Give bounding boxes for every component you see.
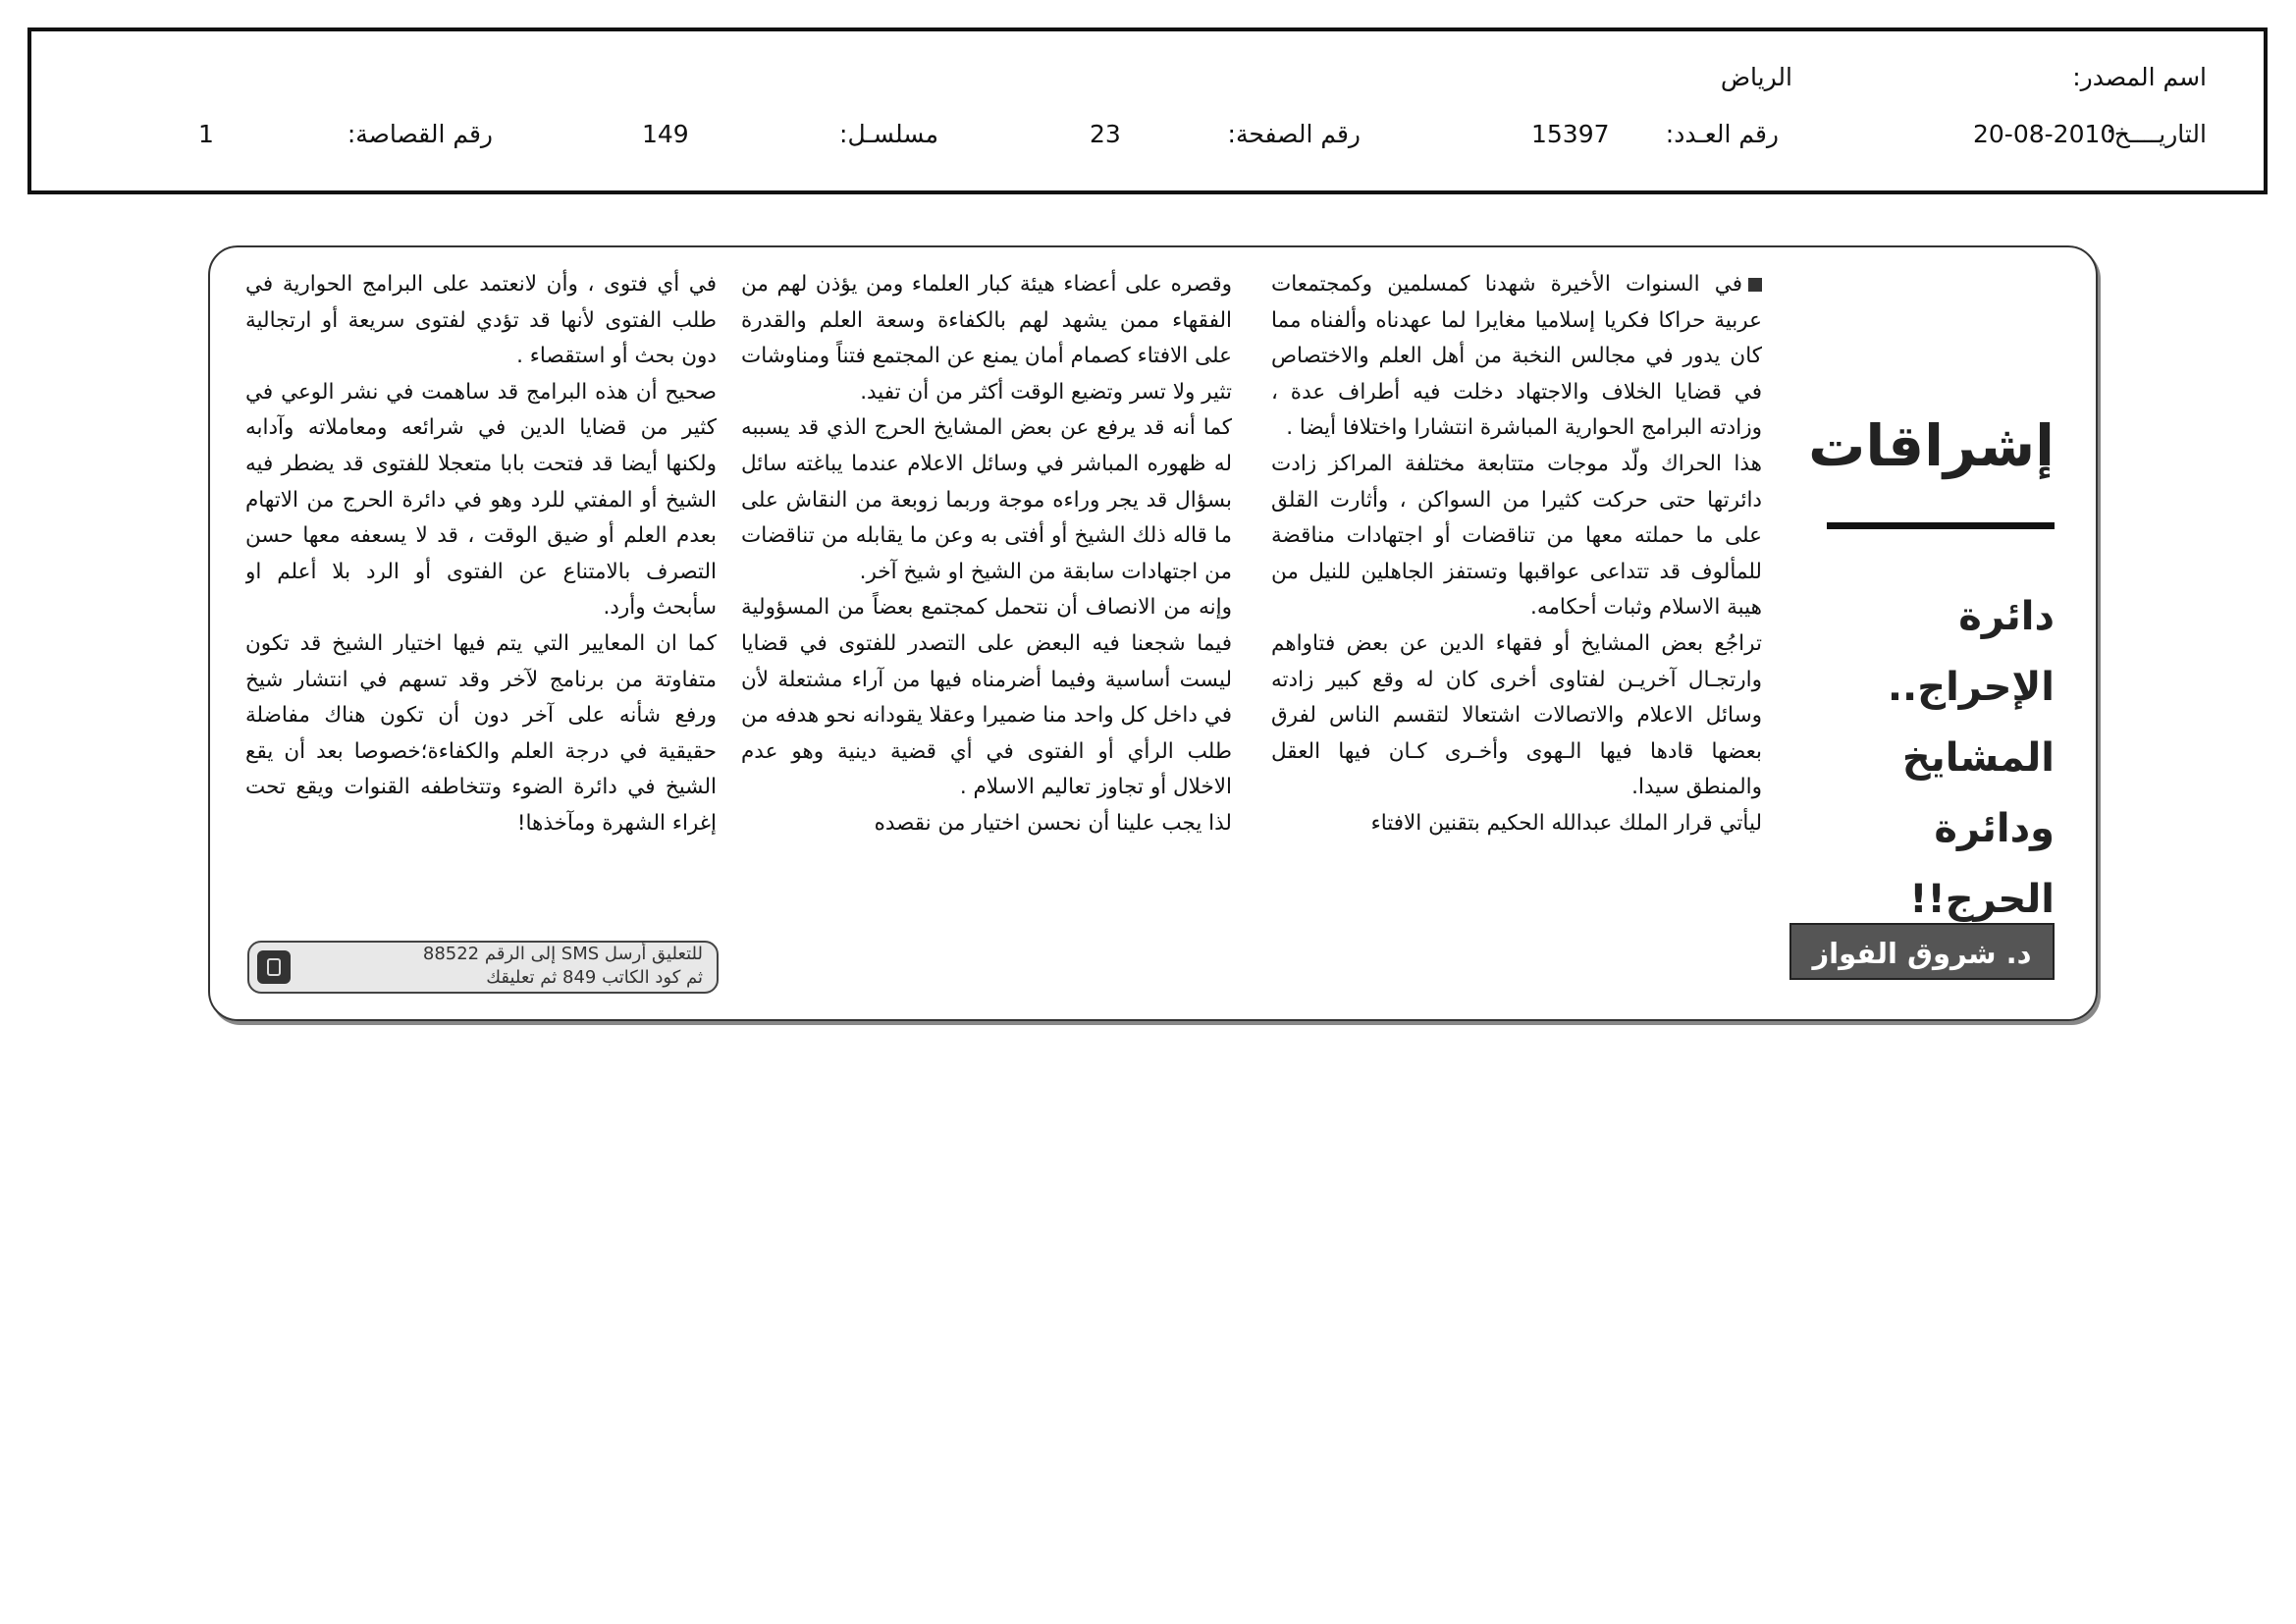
headline-line-3: الحرج!! — [1909, 877, 2055, 922]
paragraph: وإنه من الانصاف أن نتحمل كمجتمع بعضاً من المسؤولية فيما شجعنا فيه البعض على التصدر للفتوى في قضايا ليست أساسية وفيما أضرمناه فيها من آراء مشتعلة لأن في داخل كل واحد منا ضميرا وعقلا يقودانه نحو هدفه من طلب الرأي أو الفتوى في أي قضية دينية وهو عدم الاخلال أو تجاوز تعاليم الاسلام . — [741, 595, 1232, 800]
source-label: اسم المصدر: — [2072, 63, 2207, 91]
paragraph: هذا الحراك ولّد موجات متتابعة مختلفة المراكز زادت دائرتها حتى حركت كثيرا من السواكن ، وأثارت القلق على ما حملته معها من تناقضات أو اجتهادات مناقضة للمألوف قد تتداعى عواقبها وتستفز الجاهلين للنيل من هيبة الاسلام وثبات أحكامه. — [1271, 451, 1762, 621]
clip-number-value: 1 — [198, 120, 214, 148]
article-headline — [1809, 581, 2055, 935]
newspaper-clipping — [208, 245, 2098, 1021]
square-bullet-icon — [1748, 278, 1762, 292]
page-label: رقم الصفحة: — [1227, 120, 1361, 148]
date-label: التاريــــخ: — [2106, 120, 2207, 148]
issue-value: 15397 — [1531, 120, 1610, 148]
paragraph: كما أنه قد يرفع عن بعض المشايخ الحرج الذي قد يسببه له ظهوره المباشر في وسائل الاعلام عندما يباغته سائل بسؤال قد يجر وراءه موجة وربما زوبعة من النقاش على ما قاله ذلك الشيخ أو أفتى به وعن ما يقابله من تناقضات من اجتهادات سابقة من الشيخ او شيخ آخر. — [741, 415, 1232, 584]
article-column-2 — [741, 267, 1232, 994]
paragraph: صحيح أن هذه البرامج قد ساهمت في نشر الوعي في كثير من قضايا الدين في شرائعه ومعاملاته وآدابه ولكنها أيضا قد فتحت بابا متعجلا للفتوى قد يضطر فيه الشيخ أو المفتي للرد وهو في دائرة الحرج من الاتهام بعدم العلم أو ضيق الوقت ، قد لا يسعفه معها حسن التصرف بالامتناع عن الفتوى أو الرد بلا أعلم او سأبحث وأرد. — [245, 379, 717, 621]
date-value: 20-08-2010 — [1973, 120, 2116, 148]
source-value: الرياض — [1720, 63, 1792, 91]
serial-label: مسلسـل: — [839, 120, 938, 148]
headline-line-1: دائرة الإحراج.. — [1887, 594, 2055, 710]
sms-line-1: للتعليق أرسل SMS إلى الرقم 88522 — [422, 944, 703, 964]
paragraph: في السنوات الأخيرة شهدنا كمسلمين وكمجتمعات عربية حراكا فكريا إسلاميا مغايرا لما عهدناه وألفناه مما كان يدور في مجالس النخبة من أهل العلم والاختصاص في قضايا الخلاف والاجتهاد دخلت فيه أطراف عدة ، وزادته البرامج الحوارية المباشرة انتشارا واختلافا أيضا . — [1271, 272, 1762, 441]
page-value: 23 — [1090, 120, 1121, 148]
newspaper-logo-icon — [257, 950, 291, 984]
column-name-rule — [1827, 522, 2055, 529]
serial-value: 149 — [642, 120, 689, 148]
paragraph: وقصره على أعضاء هيئة كبار العلماء ومن يؤذن لهم من الفقهاء ممن يشهد لهم بالكفاءة وسعة العلم والقدرة على الافتاء كصمام أمان يمنع عن المجتمع فتناً ومناوشات تثير ولا تسر وتضيع الوقت أكثر من أن تفيد. — [741, 272, 1232, 405]
column-name: إشراقات — [1808, 412, 2055, 479]
paragraph: ليأتي قرار الملك عبدالله الحكيم بتقنين الافتاء — [1370, 810, 1762, 836]
clipping-header — [27, 27, 2268, 194]
author-byline: د. شروق الفواز — [1789, 923, 2055, 980]
paragraph: تراجُع بعض المشايخ أو فقهاء الدين عن بعض فتاواهم وارتجـال آخريـن لفتاوى أخرى كان له وقع كبير زادته وسائل الاعلام والاتصالات اشتعالا لتقسم الناس لفرق بعضها قادها فيها الـهوى وأخـرى كـان فيها العقل والمنطق سيدا. — [1271, 630, 1762, 800]
article-column-1 — [1271, 267, 1762, 994]
issue-label: رقم العـدد: — [1665, 120, 1779, 148]
paragraph: لذا يجب علينا أن نحسن اختيار من نقصده — [874, 810, 1232, 836]
article-column-3 — [245, 267, 717, 935]
clip-number-label: رقم القصاصة: — [347, 120, 493, 148]
sms-line-2: ثم كود الكاتب 849 ثم تعليقك — [486, 967, 703, 988]
headline-line-2: المشايخ ودائرة — [1901, 735, 2055, 851]
paragraph: كما ان المعايير التي يتم فيها اختيار الشيخ قد تكون متفاوتة من برنامج لآخر وقد تسهم في انتشار شيخ ورفع شأنه على آخر دون أن تكون هناك مفاضلة حقيقية في درجة العلم والكفاءة؛خصوصا بعد أن يقع الشيخ في دائرة الضوء وتتخاطفه القنوات ويقع تحت إغراء الشهرة ومآخذها! — [245, 630, 717, 836]
paragraph: في أي فتوى ، وأن لانعتمد على البرامج الحوارية في طلب الفتوى لأنها قد تؤدي لفتوى سريعة أو ارتجالية دون بحث أو استقصاء . — [245, 272, 717, 369]
sms-comment-box — [247, 941, 719, 994]
